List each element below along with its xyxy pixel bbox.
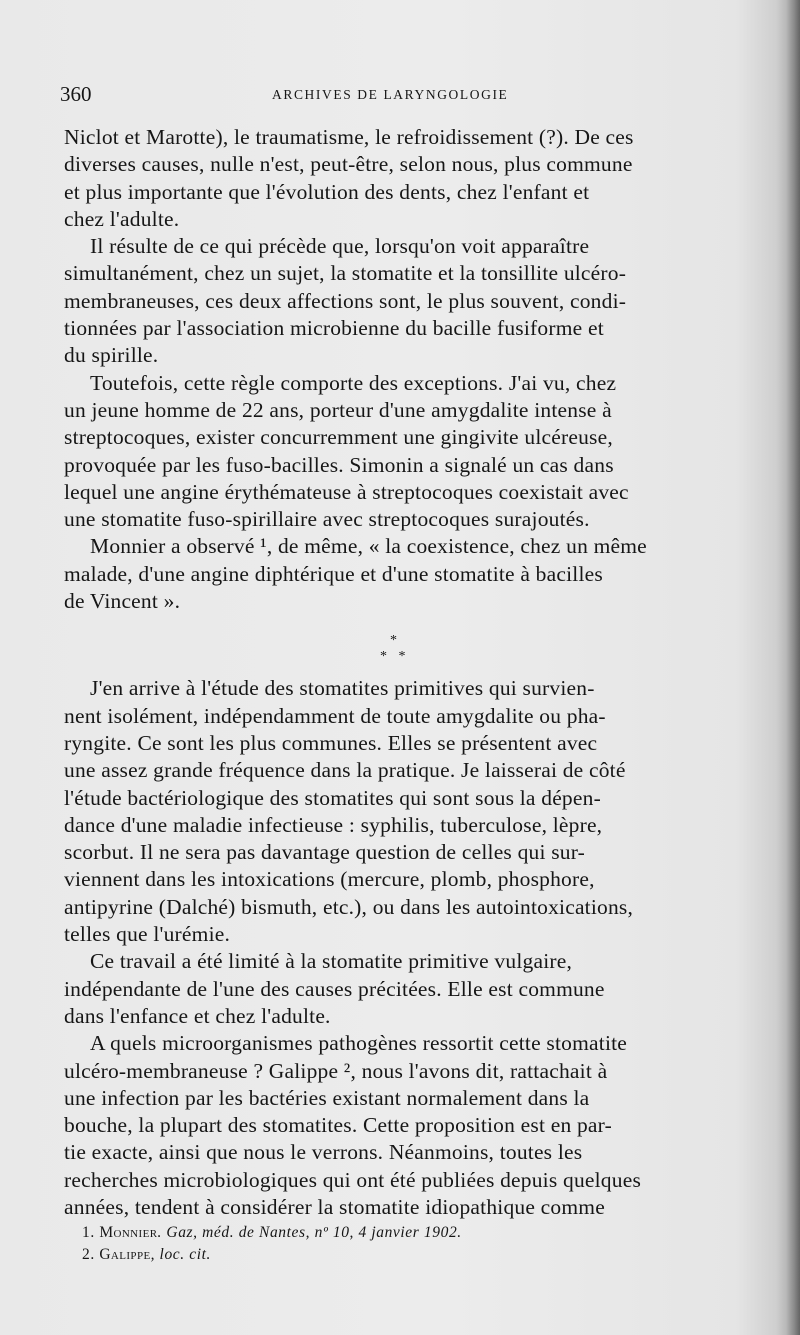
text-line: chez l'adulte. — [64, 206, 180, 231]
body-text — [64, 124, 752, 1221]
section-asterism — [64, 615, 752, 675]
footnote-marker: 2. — [82, 1246, 95, 1263]
text-line: ulcéro-membraneuse ? Galippe ², nous l'avons dit, rattachait à — [64, 1058, 608, 1083]
text-line: malade, d'une angine diphtérique et d'une stomatite à bacilles — [64, 561, 603, 586]
text-line: membraneuses, ces deux affections sont, le plus souvent, condi- — [64, 288, 627, 313]
text-line: ryngite. Ce sont les plus communes. Elles se présentent avec — [64, 730, 598, 755]
text-line: dans l'enfance et chez l'adulte. — [64, 1003, 331, 1028]
text-line: antipyrine (Dalché) bismuth, etc.), ou dans les autointoxications, — [64, 894, 634, 919]
text-line: une assez grande fréquence dans la pratique. Je laisserai de côté — [64, 758, 626, 783]
text-line: une stomatite fuso-spirillaire avec streptocoques surajoutés. — [64, 507, 590, 532]
footnote-citation: , loc. cit. — [150, 1246, 211, 1263]
text-line: Monnier a observé ¹, de même, « la coexistence, chez un même — [90, 534, 647, 559]
footnote-citation: . Gaz, méd. de Nantes, nº 10, 4 janvier 1902. — [157, 1224, 462, 1241]
text-line: recherches microbiologiques qui ont été publiées depuis quelques — [64, 1167, 642, 1192]
text-line: scorbut. Il ne sera pas davantage question de celles qui sur- — [64, 840, 586, 865]
paragraph-microorganisms — [64, 1030, 752, 1221]
paragraph-causes — [64, 124, 752, 233]
footnote-1 — [82, 1222, 682, 1244]
text-line: Ce travail a été limité à la stomatite primitive vulgaire, — [90, 949, 573, 974]
text-line: bouche, la plupart des stomatites. Cette proposition est en par- — [64, 1113, 612, 1138]
text-line: simultanément, chez un sujet, la stomatite et la tonsillite ulcéro- — [64, 261, 627, 286]
asterism-bottom: * * — [380, 649, 410, 665]
paragraph-scope — [64, 948, 752, 1030]
footnote-author: Monnier — [99, 1224, 158, 1241]
text-line: du spirille. — [64, 343, 159, 368]
paragraph-primitive-stomatitis — [64, 675, 752, 948]
running-title: ARCHIVES DE LARYNGOLOGIE — [272, 87, 509, 102]
text-line: et plus importante que l'évolution des dents, chez l'enfant et — [64, 179, 590, 204]
text-line: Il résulte de ce qui précède que, lorsqu'on voit apparaître — [90, 234, 590, 259]
footnote-marker: 1. — [82, 1224, 95, 1241]
paragraph-association — [64, 233, 752, 369]
text-line: l'étude bactériologique des stomatites qui sont sous la dépen- — [64, 785, 601, 810]
footnote-author: Galippe — [99, 1246, 151, 1263]
text-line: telles que l'urémie. — [64, 922, 231, 947]
footnotes — [82, 1222, 682, 1266]
text-line: années, tendent à considérer la stomatite idiopathique comme — [64, 1194, 605, 1219]
text-line: Niclot et Marotte), le traumatisme, le refroidissement (?). De ces — [64, 125, 634, 149]
paragraph-exceptions — [64, 370, 752, 534]
page-header — [60, 82, 740, 112]
text-line: un jeune homme de 22 ans, porteur d'une amygdalite intense à — [64, 397, 612, 422]
paragraph-monnier — [64, 533, 752, 615]
text-line: lequel une angine érythémateuse à streptocoques coexistait avec — [64, 479, 629, 504]
text-line: tie exacte, ainsi que nous le verrons. Néanmoins, toutes les — [64, 1140, 583, 1165]
text-line: streptocoques, exister concurremment une gingivite ulcéreuse, — [64, 425, 613, 450]
page-number: 360 — [60, 82, 92, 106]
text-line: nent isolément, indépendamment de toute amygdalite ou pha- — [64, 703, 606, 728]
text-line: de Vincent ». — [64, 589, 181, 614]
page-edge-shadow — [786, 0, 800, 1335]
footnote-2 — [82, 1244, 682, 1266]
text-line: diverses causes, nulle n'est, peut-être, selon nous, plus commune — [64, 152, 633, 177]
text-line: une infection par les bactéries existant normalement dans la — [64, 1085, 590, 1110]
text-line: provoquée par les fuso-bacilles. Simonin a signalé un cas dans — [64, 452, 614, 477]
text-line: J'en arrive à l'étude des stomatites primitives qui survien- — [90, 676, 595, 701]
text-line: Toutefois, cette règle comporte des exceptions. J'ai vu, chez — [90, 370, 617, 395]
text-line: A quels microorganismes pathogènes ressortit cette stomatite — [90, 1031, 628, 1056]
text-line: dance d'une maladie infectieuse : syphilis, tuberculose, lèpre, — [64, 812, 603, 837]
asterism-top: * — [390, 633, 398, 649]
text-line: viennent dans les intoxications (mercure, plomb, phosphore, — [64, 867, 595, 892]
text-line: tionnées par l'association microbienne du bacille fusiforme et — [64, 316, 604, 341]
text-line: indépendante de l'une des causes précitées. Elle est commune — [64, 976, 605, 1001]
